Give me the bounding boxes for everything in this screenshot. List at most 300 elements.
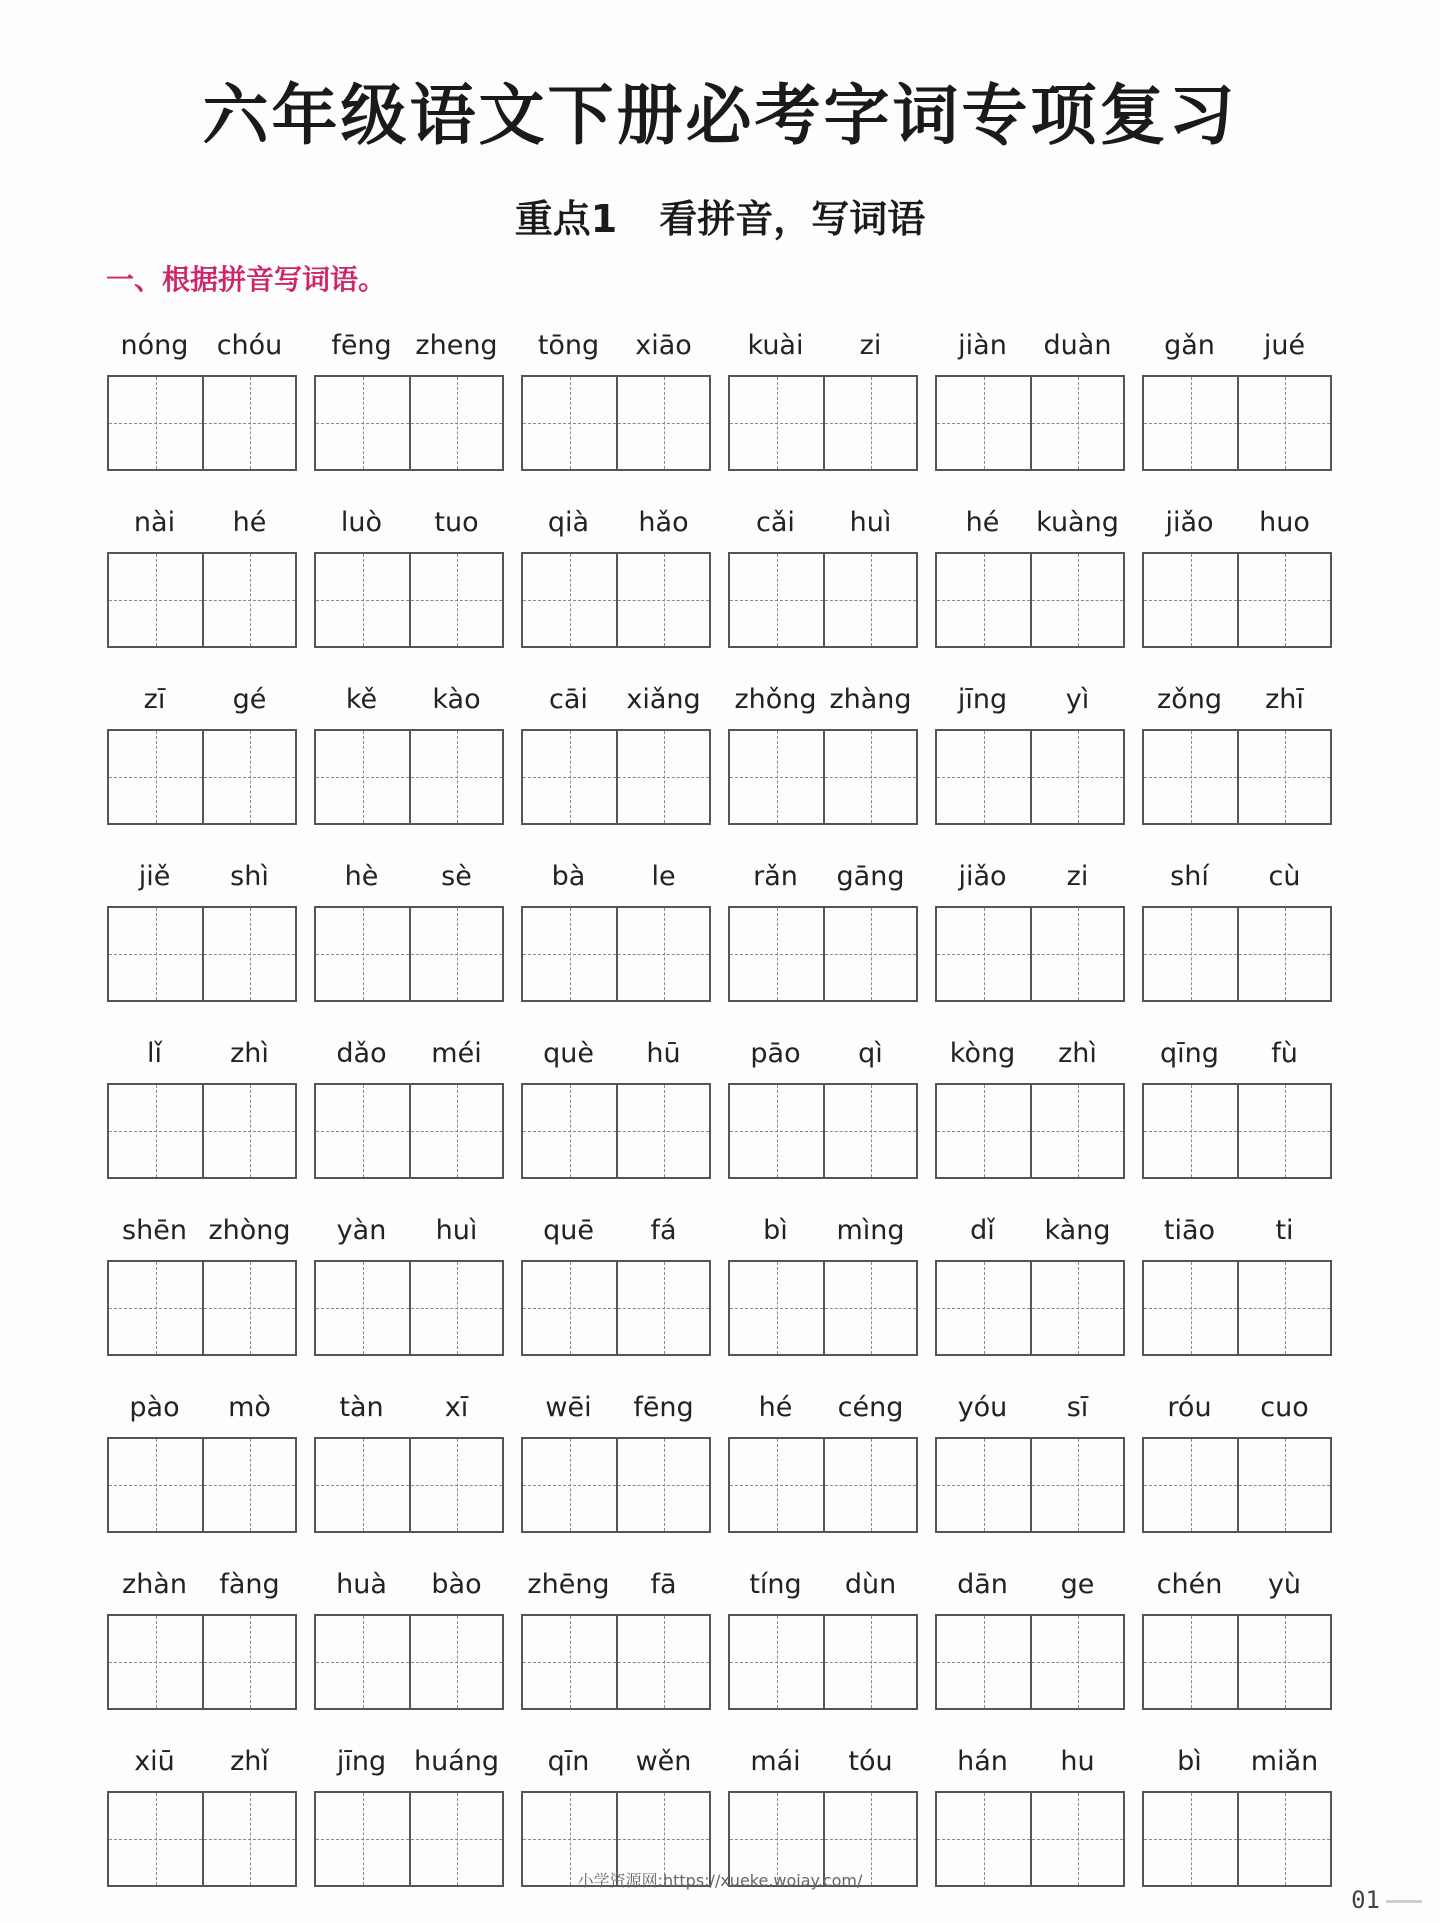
writing-cell[interactable] [202, 1085, 295, 1177]
writing-cell[interactable] [109, 1616, 202, 1708]
pinyin-line [1142, 684, 1332, 728]
writing-cell[interactable] [1144, 731, 1237, 823]
tianzige-boxes [1142, 1437, 1332, 1533]
writing-cell[interactable] [730, 377, 823, 469]
tianzige-boxes [935, 729, 1125, 825]
writing-cell[interactable] [937, 1085, 1030, 1177]
pinyin-syllable: kàng [1044, 1215, 1111, 1246]
pinyin-syllable: kuàng [1036, 507, 1119, 538]
pinyin-syllable: qīng [1160, 1038, 1219, 1069]
pinyin-syllable: ti [1275, 1215, 1294, 1246]
pinyin-syllable: hǎo [638, 507, 689, 538]
pinyin-syllable: hé [965, 507, 1000, 538]
tianzige-boxes [728, 1260, 918, 1356]
word-item [728, 684, 918, 728]
writing-cell[interactable] [730, 1439, 823, 1531]
tianzige-boxes [1142, 1260, 1332, 1356]
pinyin-syllable: bào [431, 1569, 482, 1600]
pinyin-syllable: qià [547, 507, 590, 538]
pinyin-syllable: shēn [122, 1215, 187, 1246]
writing-cell[interactable] [409, 731, 502, 823]
writing-cell[interactable] [109, 731, 202, 823]
word-item [935, 1746, 1125, 1790]
tianzige-boxes [521, 552, 711, 648]
word-item [107, 1569, 297, 1613]
pinyin-line [1142, 507, 1332, 551]
writing-cell[interactable] [109, 1439, 202, 1531]
word-item [107, 1746, 297, 1790]
pinyin-line [521, 684, 711, 728]
exercise-row [107, 684, 1337, 861]
tianzige-boxes [935, 906, 1125, 1002]
tianzige-boxes [728, 1437, 918, 1533]
writing-cell[interactable] [616, 908, 709, 1000]
pinyin-syllable: nài [133, 507, 176, 538]
writing-cell[interactable] [316, 731, 409, 823]
pinyin-syllable: cuo [1260, 1392, 1309, 1423]
writing-cell[interactable] [730, 554, 823, 646]
tianzige-boxes [314, 729, 504, 825]
pinyin-line [935, 1746, 1125, 1790]
writing-cell[interactable] [109, 1262, 202, 1354]
writing-cell[interactable] [937, 554, 1030, 646]
subtitle-text: 看拼音，写词语 [659, 197, 926, 241]
pinyin-syllable: jiǎo [958, 861, 1007, 892]
writing-cell[interactable] [1144, 554, 1237, 646]
word-item [935, 1569, 1125, 1613]
pinyin-syllable: jiàn [958, 330, 1007, 361]
pinyin-syllable: gé [232, 684, 267, 715]
word-item [1142, 1215, 1332, 1259]
exercise-row [107, 1569, 1337, 1746]
exercise-row [107, 1038, 1337, 1215]
writing-cell[interactable] [616, 1262, 709, 1354]
pinyin-syllable: céng [837, 1392, 904, 1423]
writing-cell[interactable] [202, 908, 295, 1000]
pinyin-syllable: tàn [339, 1392, 384, 1423]
pinyin-line [728, 507, 918, 551]
tianzige-boxes [728, 906, 918, 1002]
tianzige-boxes [107, 1437, 297, 1533]
writing-cell[interactable] [616, 1439, 709, 1531]
tianzige-boxes [521, 729, 711, 825]
word-item [521, 1215, 711, 1259]
page-number-bar [1386, 1900, 1422, 1903]
word-item [521, 507, 711, 551]
pinyin-line [728, 330, 918, 374]
writing-cell[interactable] [1030, 908, 1123, 1000]
writing-cell[interactable] [616, 1085, 709, 1177]
writing-cell[interactable] [730, 1616, 823, 1708]
pinyin-line [935, 861, 1125, 905]
writing-cell[interactable] [316, 1085, 409, 1177]
word-item [521, 1392, 711, 1436]
pinyin-line [521, 861, 711, 905]
pinyin-line [1142, 1746, 1332, 1790]
word-item [314, 330, 504, 374]
pinyin-syllable: hán [957, 1746, 1008, 1777]
writing-cell[interactable] [937, 1439, 1030, 1531]
pinyin-line [935, 1569, 1125, 1613]
word-item [1142, 861, 1332, 905]
writing-cell[interactable] [109, 1085, 202, 1177]
writing-cell[interactable] [1030, 554, 1123, 646]
pinyin-syllable: xiāo [635, 330, 692, 361]
writing-cell[interactable] [937, 908, 1030, 1000]
writing-cell[interactable] [616, 731, 709, 823]
writing-cell[interactable] [823, 1262, 916, 1354]
writing-cell[interactable] [1030, 731, 1123, 823]
writing-cell[interactable] [202, 731, 295, 823]
pinyin-line [314, 330, 504, 374]
writing-cell[interactable] [1237, 908, 1330, 1000]
pinyin-syllable: jué [1263, 330, 1306, 361]
pinyin-syllable: qīn [547, 1746, 590, 1777]
tianzige-boxes [107, 729, 297, 825]
pinyin-exercise-grid [107, 330, 1337, 1923]
pinyin-line [314, 861, 504, 905]
writing-cell[interactable] [823, 1616, 916, 1708]
exercise-row [107, 507, 1337, 684]
writing-cell[interactable] [202, 377, 295, 469]
pinyin-line [935, 1392, 1125, 1436]
pinyin-line [314, 1038, 504, 1082]
word-item [935, 684, 1125, 728]
writing-cell[interactable] [730, 1085, 823, 1177]
pinyin-line [728, 1392, 918, 1436]
pinyin-line [1142, 1038, 1332, 1082]
tianzige-boxes [521, 1614, 711, 1710]
exercise-row [107, 1392, 1337, 1569]
tianzige-boxes [314, 1614, 504, 1710]
pinyin-syllable: jīng [336, 1746, 387, 1777]
pinyin-syllable: yì [1065, 684, 1090, 715]
writing-cell[interactable] [823, 731, 916, 823]
writing-cell[interactable] [1144, 1439, 1237, 1531]
writing-cell[interactable] [109, 377, 202, 469]
pinyin-line [728, 861, 918, 905]
writing-cell[interactable] [1144, 1085, 1237, 1177]
writing-cell[interactable] [409, 377, 502, 469]
writing-cell[interactable] [1030, 1262, 1123, 1354]
pinyin-syllable: zheng [415, 330, 498, 361]
tianzige-boxes [107, 1083, 297, 1179]
section-heading: 一、根据拼音写词语。 [106, 263, 387, 296]
word-item [1142, 1392, 1332, 1436]
word-item [314, 507, 504, 551]
tianzige-boxes [107, 552, 297, 648]
writing-cell[interactable] [202, 1616, 295, 1708]
pinyin-line [1142, 1215, 1332, 1259]
pinyin-syllable: ge [1060, 1569, 1095, 1600]
word-item [521, 1569, 711, 1613]
tianzige-boxes [521, 906, 711, 1002]
writing-cell[interactable] [1144, 1616, 1237, 1708]
exercise-row [107, 1215, 1337, 1392]
writing-cell[interactable] [1237, 1085, 1330, 1177]
pinyin-syllable: le [651, 861, 676, 892]
pinyin-syllable: bà [551, 861, 586, 892]
pinyin-line [521, 1392, 711, 1436]
writing-cell[interactable] [316, 908, 409, 1000]
pinyin-syllable: mìng [836, 1215, 905, 1246]
pinyin-syllable: kě [345, 684, 378, 715]
word-item [728, 1215, 918, 1259]
pinyin-line [314, 1215, 504, 1259]
pinyin-syllable: tíng [749, 1569, 802, 1600]
word-item [935, 861, 1125, 905]
writing-cell[interactable] [1144, 1262, 1237, 1354]
word-item [1142, 330, 1332, 374]
pinyin-line [107, 1038, 297, 1082]
pinyin-syllable: mò [228, 1392, 271, 1423]
pinyin-syllable: zǒng [1157, 684, 1222, 715]
tianzige-boxes [521, 375, 711, 471]
pinyin-syllable: zi [859, 330, 882, 361]
pinyin-syllable: jiǎo [1165, 507, 1214, 538]
pinyin-line [935, 1038, 1125, 1082]
writing-cell[interactable] [937, 377, 1030, 469]
pinyin-syllable: nóng [120, 330, 189, 361]
pinyin-syllable: huì [849, 507, 892, 538]
tianzige-boxes [728, 1083, 918, 1179]
writing-cell[interactable] [409, 554, 502, 646]
writing-cell[interactable] [316, 1262, 409, 1354]
writing-cell[interactable] [937, 1616, 1030, 1708]
tianzige-boxes [728, 729, 918, 825]
pinyin-line [314, 684, 504, 728]
tianzige-boxes [935, 1083, 1125, 1179]
writing-cell[interactable] [1030, 1439, 1123, 1531]
writing-cell[interactable] [823, 1439, 916, 1531]
pinyin-line [107, 507, 297, 551]
tianzige-boxes [314, 1260, 504, 1356]
pinyin-line [1142, 1392, 1332, 1436]
pinyin-syllable: xī [444, 1392, 469, 1423]
pinyin-syllable: shí [1170, 861, 1209, 892]
writing-cell[interactable] [523, 908, 616, 1000]
writing-cell[interactable] [1237, 1262, 1330, 1354]
tianzige-boxes [107, 1614, 297, 1710]
tianzige-boxes [728, 1614, 918, 1710]
pinyin-line [521, 330, 711, 374]
writing-cell[interactable] [730, 908, 823, 1000]
writing-cell[interactable] [523, 1262, 616, 1354]
tianzige-boxes [935, 1437, 1125, 1533]
page-subtitle [0, 188, 1440, 243]
pinyin-syllable: què [543, 1038, 594, 1069]
tianzige-boxes [314, 1083, 504, 1179]
word-item [314, 1392, 504, 1436]
tianzige-boxes [935, 1614, 1125, 1710]
pinyin-line [521, 1215, 711, 1259]
writing-cell[interactable] [730, 1262, 823, 1354]
word-item [107, 1038, 297, 1082]
tianzige-boxes [935, 375, 1125, 471]
pinyin-syllable: zhòng [208, 1215, 291, 1246]
word-item [314, 1215, 504, 1259]
tianzige-boxes [1142, 906, 1332, 1002]
pinyin-syllable: zhàng [829, 684, 912, 715]
pinyin-line [521, 1746, 711, 1790]
word-item [1142, 1038, 1332, 1082]
pinyin-syllable: jīng [957, 684, 1008, 715]
word-item [107, 1392, 297, 1436]
writing-cell[interactable] [523, 1085, 616, 1177]
pinyin-syllable: fēng [331, 330, 392, 361]
pinyin-syllable: rǎn [753, 861, 798, 892]
pinyin-syllable: cāi [549, 684, 588, 715]
word-item [107, 684, 297, 728]
tianzige-boxes [314, 552, 504, 648]
word-item [521, 684, 711, 728]
writing-cell[interactable] [823, 908, 916, 1000]
writing-cell[interactable] [409, 1262, 502, 1354]
pinyin-syllable: bì [1177, 1746, 1202, 1777]
pinyin-syllable: tóu [848, 1746, 893, 1777]
pinyin-syllable: huì [435, 1215, 478, 1246]
writing-cell[interactable] [730, 731, 823, 823]
pinyin-syllable: huo [1259, 507, 1310, 538]
pinyin-syllable: yóu [957, 1392, 1008, 1423]
writing-cell[interactable] [1030, 377, 1123, 469]
word-item [728, 330, 918, 374]
pinyin-syllable: hū [646, 1038, 681, 1069]
word-item [107, 507, 297, 551]
writing-cell[interactable] [409, 908, 502, 1000]
writing-cell[interactable] [523, 554, 616, 646]
pinyin-syllable: zī [143, 684, 166, 715]
word-item [107, 1215, 297, 1259]
word-item [728, 861, 918, 905]
writing-cell[interactable] [316, 1439, 409, 1531]
word-item [935, 1038, 1125, 1082]
pinyin-line [521, 1569, 711, 1613]
writing-cell[interactable] [409, 1439, 502, 1531]
writing-cell[interactable] [523, 377, 616, 469]
writing-cell[interactable] [937, 731, 1030, 823]
pinyin-syllable: hé [232, 507, 267, 538]
writing-cell[interactable] [823, 1085, 916, 1177]
pinyin-syllable: yàn [336, 1215, 387, 1246]
pinyin-line [107, 861, 297, 905]
writing-cell[interactable] [1237, 554, 1330, 646]
writing-cell[interactable] [316, 1616, 409, 1708]
pinyin-syllable: fā [650, 1569, 677, 1600]
tianzige-boxes [107, 375, 297, 471]
word-item [314, 684, 504, 728]
pinyin-line [521, 507, 711, 551]
writing-cell[interactable] [616, 1616, 709, 1708]
writing-cell[interactable] [1237, 1616, 1330, 1708]
writing-cell[interactable] [409, 1616, 502, 1708]
writing-cell[interactable] [316, 377, 409, 469]
pinyin-syllable: gǎn [1164, 330, 1215, 361]
writing-cell[interactable] [616, 377, 709, 469]
writing-cell[interactable] [202, 554, 295, 646]
writing-cell[interactable] [616, 554, 709, 646]
tianzige-boxes [314, 906, 504, 1002]
writing-cell[interactable] [937, 1262, 1030, 1354]
tianzige-boxes [935, 552, 1125, 648]
pinyin-syllable: zhǒng [734, 684, 817, 715]
writing-cell[interactable] [109, 554, 202, 646]
writing-cell[interactable] [202, 1439, 295, 1531]
pinyin-line [314, 1392, 504, 1436]
writing-cell[interactable] [523, 1616, 616, 1708]
pinyin-syllable: kào [432, 684, 481, 715]
writing-cell[interactable] [1030, 1616, 1123, 1708]
word-item [521, 330, 711, 374]
pinyin-syllable: sè [441, 861, 472, 892]
pinyin-syllable: fù [1271, 1038, 1298, 1069]
writing-cell[interactable] [409, 1085, 502, 1177]
tianzige-boxes [1142, 552, 1332, 648]
writing-cell[interactable] [1030, 1085, 1123, 1177]
pinyin-syllable: lǐ [146, 1038, 162, 1069]
pinyin-syllable: cǎi [756, 507, 795, 538]
tianzige-boxes [728, 375, 918, 471]
writing-cell[interactable] [1144, 908, 1237, 1000]
writing-cell[interactable] [1237, 731, 1330, 823]
writing-cell[interactable] [202, 1262, 295, 1354]
writing-cell[interactable] [1144, 377, 1237, 469]
pinyin-syllable: zhēng [527, 1569, 610, 1600]
word-item [521, 1038, 711, 1082]
writing-cell[interactable] [1237, 1439, 1330, 1531]
pinyin-line [314, 1746, 504, 1790]
tianzige-boxes [107, 906, 297, 1002]
pinyin-line [935, 330, 1125, 374]
word-item [728, 1746, 918, 1790]
writing-cell[interactable] [1237, 377, 1330, 469]
pinyin-syllable: hu [1060, 1746, 1095, 1777]
writing-cell[interactable] [823, 554, 916, 646]
tianzige-boxes [521, 1260, 711, 1356]
word-item [728, 1569, 918, 1613]
writing-cell[interactable] [523, 731, 616, 823]
word-item [728, 507, 918, 551]
word-item [107, 861, 297, 905]
writing-cell[interactable] [316, 554, 409, 646]
pinyin-line [935, 684, 1125, 728]
writing-cell[interactable] [109, 908, 202, 1000]
word-item [1142, 507, 1332, 551]
word-item [314, 861, 504, 905]
pinyin-syllable: gāng [836, 861, 905, 892]
pinyin-syllable: shì [230, 861, 269, 892]
pinyin-syllable: huáng [413, 1746, 500, 1777]
writing-cell[interactable] [523, 1439, 616, 1531]
pinyin-syllable: zi [1066, 861, 1089, 892]
pinyin-syllable: chén [1156, 1569, 1223, 1600]
watermark: 小学资源网:https://xueke.woiay.com/ [577, 1871, 863, 1890]
pinyin-syllable: méi [431, 1038, 482, 1069]
pinyin-syllable: fá [650, 1215, 677, 1246]
writing-cell[interactable] [823, 377, 916, 469]
tianzige-boxes [935, 1260, 1125, 1356]
pinyin-syllable: dǐ [970, 1215, 995, 1246]
pinyin-syllable: sī [1066, 1392, 1089, 1423]
pinyin-line [107, 684, 297, 728]
pinyin-syllable: dǎo [336, 1038, 387, 1069]
pinyin-syllable: zhì [1058, 1038, 1097, 1069]
pinyin-syllable: zhàn [122, 1569, 187, 1600]
pinyin-syllable: hè [344, 861, 379, 892]
pinyin-syllable: xiū [134, 1746, 175, 1777]
word-item [935, 330, 1125, 374]
exercise-row [107, 1746, 1337, 1923]
